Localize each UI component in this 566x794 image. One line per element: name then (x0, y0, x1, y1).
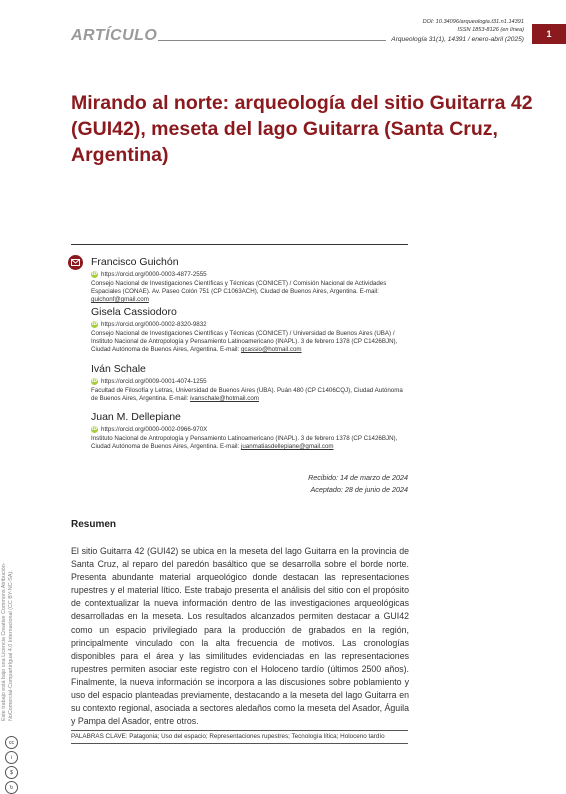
sa-icon: ↻ (5, 781, 18, 794)
author-block (91, 363, 421, 403)
author-name: Francisco Guichón (91, 256, 179, 268)
license-text: Este trabajo está bajo una Licencia Creative Commons Atribución-NoComercial-CompartirIgual 4.0 Internacional (CC BY-NC-SA). (1, 562, 14, 721)
abstract-text: El sitio Guitarra 42 (GUI42) se ubica en la meseta del lago Guitarra en la provincia de Santa Cruz, al reparo del paredón basáltico que se desarrolla sobre el borde norte. Presenta abundante material arqueológico donde destacan las representaciones rupestres y el material lítico. Este trabajo presenta el análisis del sitio con el propósito de contextualizar la nueva información dentro de las investigaciones arqueológicas desarrolladas en la meseta. Los resultados alcanzados permiten destacar a GUI42 como un espacio privilegiado para la producción de grabados en la región, principalmente vinculado con la alta frecuencia de motivos. Las cronologías disponibles para el área y las similitudes evidenciadas en las representaciones rupestres permiten asociar este registro con el Holoceno tardío (últimos 2500 años). Finalmente, la nueva información se incorpora a las discusiones sobre poblamiento y uso del espacio planteadas previamente, destacando a la meseta del lago Guitarra en su contexto regional, asociada a sectores aledaños como la meseta del Asador, Águila y Pampa del Asador, entre otros. (71, 546, 409, 727)
author-block (91, 411, 421, 451)
article-title: Mirando al norte: arqueología del sitio Guitarra 42 (GUI42), meseta del lago Guitarra (Santa Cruz, Argentina) (71, 92, 533, 166)
orcid-icon: iD (91, 322, 98, 327)
orcid-icon: iD (91, 427, 98, 432)
title-divider (71, 244, 408, 245)
orcid-link[interactable]: https://orcid.org/0000-0003-4877-2555 (101, 271, 207, 278)
author-name: Iván Schale (91, 363, 146, 375)
doi-text[interactable]: DOI: 10.34096/arqueologia.t31.n1.14391 (422, 19, 524, 25)
abstract-heading: Resumen (71, 519, 117, 530)
doi-block (423, 18, 524, 34)
author-block (91, 306, 421, 354)
author-affiliation: Consejo Nacional de Investigaciones Científicas y Técnicas (CONICET) / Comisión Nacional de Actividades Espaciales (CONAE). Av. Paseo Colón 751 (CP C1063ACH), Ciudad de Buenos Aires, Argentina. E-mail: guichonf@gmail.com (91, 280, 387, 303)
accepted-date: Aceptado: 28 de junio de 2024 (310, 485, 408, 494)
author-block (91, 256, 421, 304)
author-email[interactable]: gcassio@hotmail.com (240, 346, 302, 353)
author-affiliation: Facultad de Filosofía y Letras, Universidad de Buenos Aires (UBA). Puán 480 (CP C1406CQJ), Ciudad Autónoma de Buenos Aires, Argentina. E-mail: ivanschale@hotmail.com (91, 387, 403, 402)
header-rule (158, 40, 386, 41)
author-email[interactable]: ivanschale@hotmail.com (190, 395, 259, 402)
keywords: PALABRAS CLAVE: Patagonia; Uso del espacio; Representaciones rupestres; Tecnología lítica; Holoceno tardío (71, 733, 385, 740)
publication-dates (308, 472, 408, 496)
author-email[interactable]: juanmatiasdellepiane@gmail.com (240, 443, 334, 450)
keywords-rule-top (71, 730, 408, 731)
by-icon: i (5, 751, 18, 764)
cc-license-badges[interactable] (5, 736, 18, 794)
author-affiliation: Consejo Nacional de Investigaciones Científicas y Técnicas (CONICET) / Universidad de Buenos Aires (UBA) / Instituto Nacional de Antropología y Pensamiento Latinoamericano (INAPL). 3 de febrero 1378 (CP C1426BJN), Ciudad Autónoma de Buenos Aires, Argentina. E-mail: gcassio@hotmail.com (91, 330, 398, 353)
nc-icon: $ (5, 766, 18, 779)
orcid-icon: iD (91, 379, 98, 384)
orcid-icon: iD (91, 272, 98, 277)
keywords-rule-bottom (71, 743, 408, 744)
issn-text: ISSN 1853-8126 (en línea) (457, 27, 524, 33)
journal-reference: Arqueología 31(1), 14391 / enero-abril (2025) (391, 36, 524, 43)
orcid-row[interactable] (91, 321, 421, 328)
author-affiliation: Instituto Nacional de Antropología y Pensamiento Latinoamericano (INAPL). 3 de febrero 1378 (CP C1426BJN), Ciudad Autónoma de Buenos Aires, Argentina. E-mail: juanmatiasdellepiane@gmail.com (91, 435, 398, 450)
orcid-row[interactable] (91, 271, 421, 278)
section-label: ARTÍCULO (71, 27, 158, 44)
orcid-link[interactable]: https://orcid.org/0000-0002-8320-9832 (101, 321, 207, 328)
orcid-link[interactable]: https://orcid.org/0000-0002-0966-970X (101, 426, 208, 433)
author-name: Gisela Cassiodoro (91, 306, 177, 318)
orcid-row[interactable] (91, 426, 421, 433)
orcid-row[interactable] (91, 378, 421, 385)
author-name: Juan M. Dellepiane (91, 411, 181, 423)
page-number: 1 (532, 24, 566, 44)
received-date: Recibido: 14 de marzo de 2024 (308, 473, 408, 482)
envelope-icon[interactable] (68, 255, 83, 270)
cc-icon: cc (5, 736, 18, 749)
author-email[interactable]: guichonf@gmail.com (91, 296, 149, 303)
orcid-link[interactable]: https://orcid.org/0009-0001-4074-1255 (101, 378, 207, 385)
